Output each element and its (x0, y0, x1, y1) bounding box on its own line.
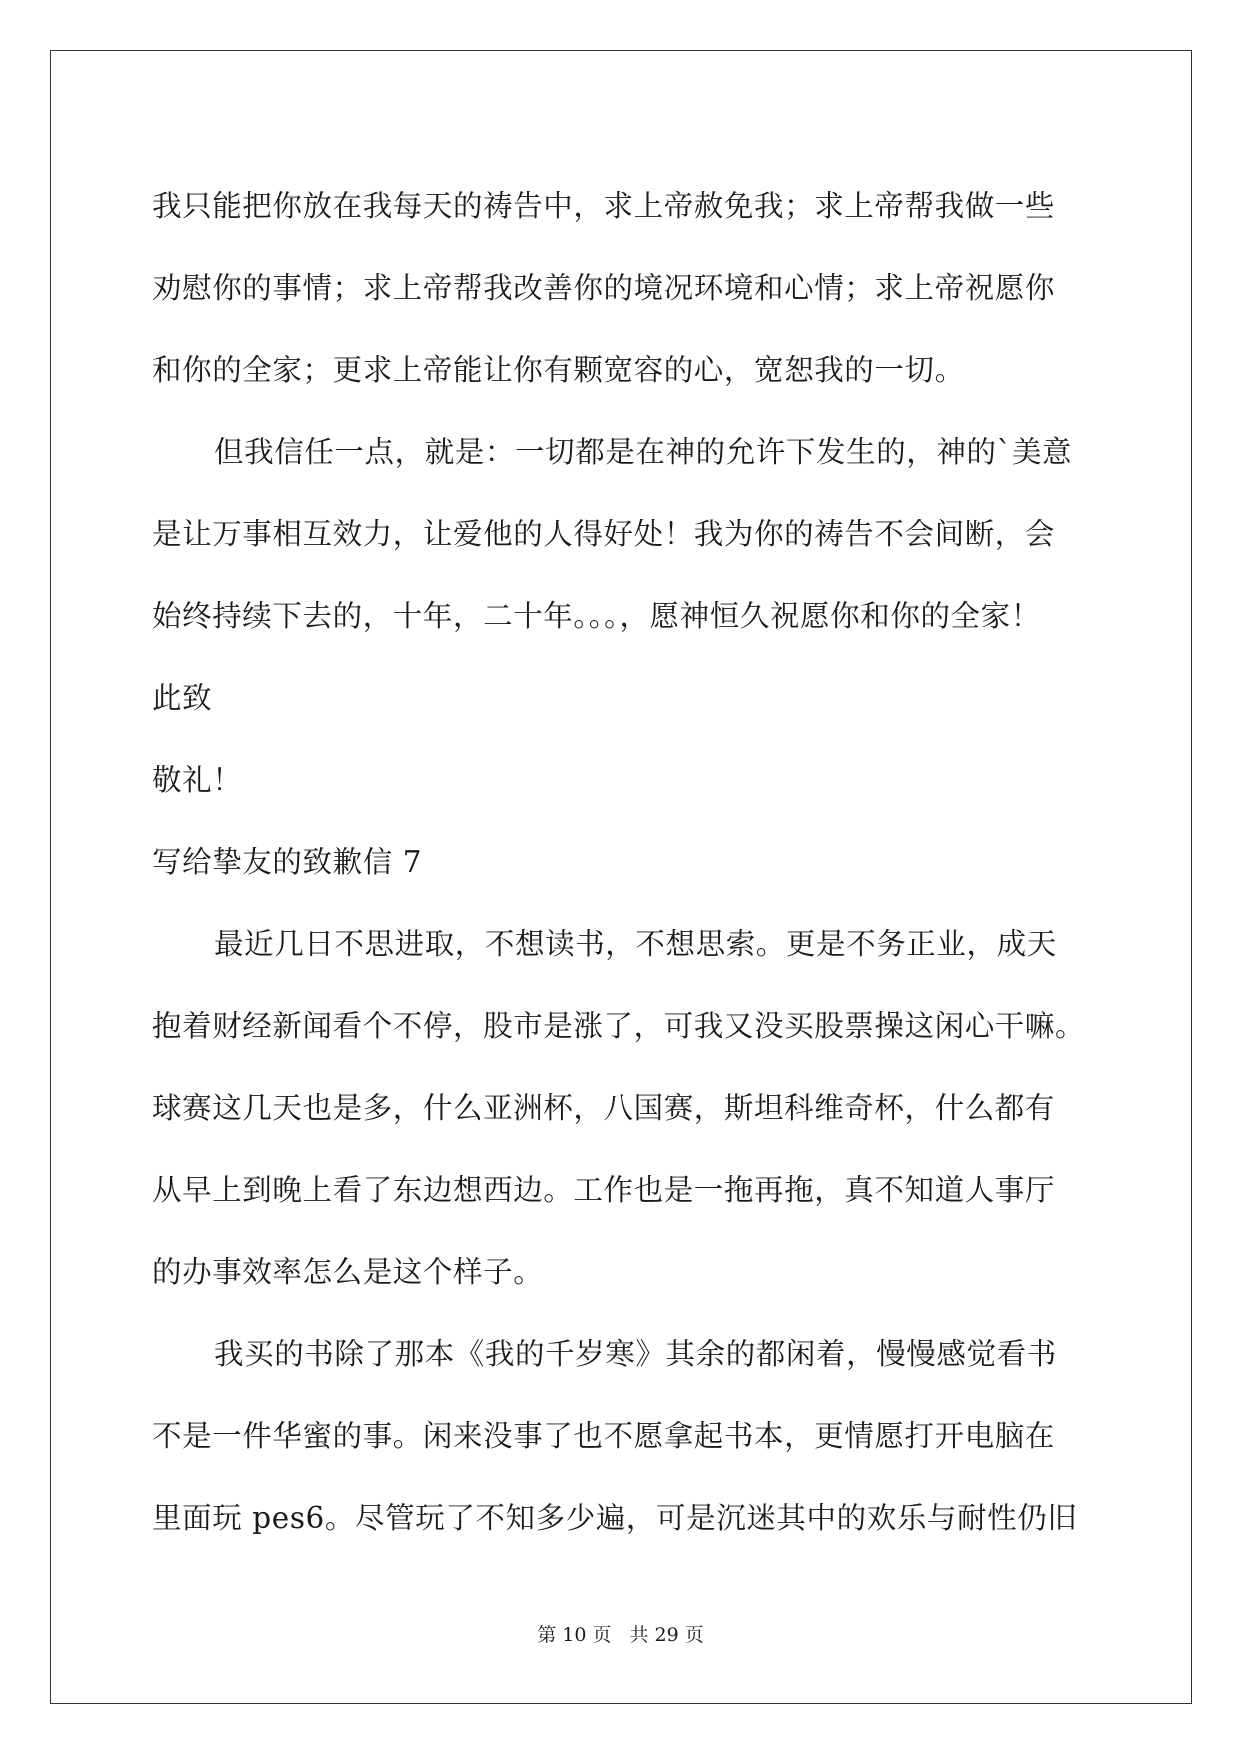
text-line: 抱着财经新闻看个不停，股市是涨了，可我又没买股票操这闲心干嘛。 (152, 1009, 1086, 1043)
section-heading: 写给挚友的致歉信 7 (152, 845, 423, 879)
page-total: 共 29 页 (629, 1624, 704, 1646)
text-line: 从早上到晚上看了东边想西边。工作也是一拖再拖，真不知道人事厅 (152, 1173, 1056, 1207)
text-line: 是让万事相互效力，让爱他的人得好处！我为你的祷告不会间断，会 (152, 517, 1056, 551)
text-line: 的办事效率怎么是这个样子。 (152, 1255, 544, 1289)
text-line: 里面玩 pes6。尽管玩了不知多少遍，可是沉迷其中的欢乐与耐性仍旧 (152, 1501, 1078, 1535)
paragraph-start-line: 但我信任一点，就是：一切都是在神的允许下发生的，神的`美意 (214, 435, 1073, 469)
paragraph-start-line: 我买的书除了那本《我的千岁寒》其余的都闲着，慢慢感觉看书 (214, 1337, 1057, 1371)
text-line: 始终持续下去的，十年，二十年。。。，愿神恒久祝愿你和你的全家！ (152, 599, 1041, 633)
text-line: 不是一件华蜜的事。闲来没事了也不愿拿起书本，更情愿打开电脑在 (152, 1419, 1056, 1453)
document-body (152, 165, 1092, 1559)
text-line: 劝慰你的事情；求上帝帮我改善你的境况环境和心情；求上帝祝愿你 (152, 271, 1056, 305)
text-line: 球赛这几天也是多，什么亚洲杯，八国赛，斯坦科维奇杯，什么都有 (152, 1091, 1056, 1125)
page-footer (0, 1620, 1241, 1647)
text-line: 我只能把你放在我每天的祷告中，求上帝赦免我；求上帝帮我做一些 (152, 189, 1056, 223)
text-line: 和你的全家；更求上帝能让你有颗宽容的心，宽恕我的一切。 (152, 353, 965, 387)
page-number: 第 10 页 (537, 1624, 612, 1646)
closing-regards: 敬礼！ (152, 763, 243, 797)
paragraph-start-line: 最近几日不思进取，不想读书，不想思索。更是不务正业，成天 (214, 927, 1057, 961)
closing-salutation: 此致 (152, 681, 213, 715)
